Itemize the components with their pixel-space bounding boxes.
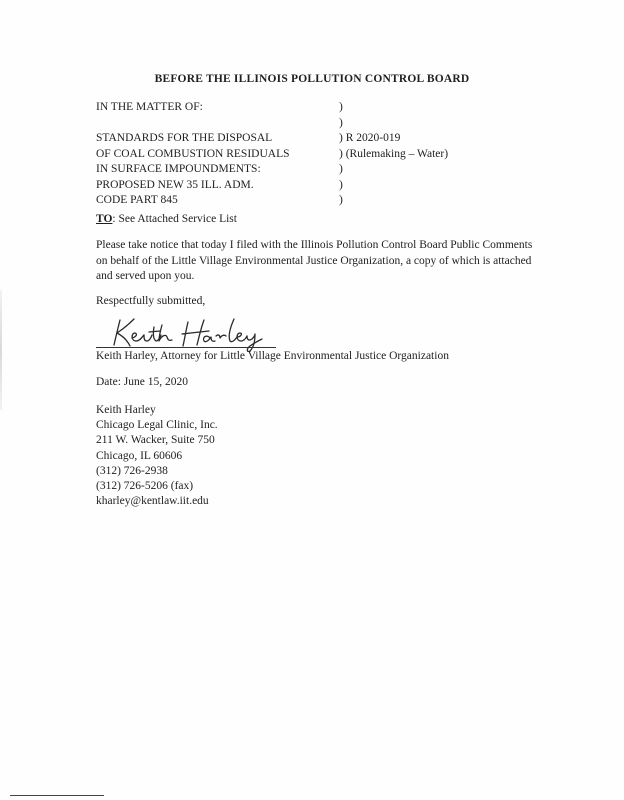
contact-city: Chicago, IL 60606	[96, 449, 183, 462]
contact-name: Keith Harley	[96, 404, 156, 416]
to-text: : See Attached Service List	[112, 213, 237, 225]
rulemaking-type: ) (Rulemaking – Water)	[339, 147, 449, 160]
contact-email: kharley@kentlaw.iit.edu	[96, 495, 209, 508]
caption-left-line: IN SURFACE IMPOUNDMENTS:	[96, 163, 261, 175]
closing-line: Respectfully submitted,	[96, 295, 206, 307]
contact-phone: (312) 726-2938	[96, 464, 168, 477]
to-label: TO	[96, 213, 113, 225]
contact-fax: (312) 726-5206 (fax)	[96, 480, 194, 493]
contact-street: 211 W. Wacker, Suite 750	[96, 434, 215, 447]
caption-right-line: )	[339, 178, 343, 191]
footer-rule	[10, 795, 104, 796]
caption-right-line: )	[339, 116, 343, 129]
handwritten-signature	[96, 310, 296, 352]
docket-number: ) R 2020-019	[339, 132, 401, 144]
caption-docket-block	[339, 100, 529, 209]
contact-organization: Chicago Legal Clinic, Inc.	[96, 419, 218, 432]
contact-block	[96, 403, 218, 509]
caption-left-line: PROPOSED NEW 35 ILL. ADM.	[96, 178, 254, 191]
caption-left-line	[96, 116, 336, 132]
signature-rule	[96, 347, 276, 348]
caption-right-line: )	[339, 101, 343, 113]
notice-paragraph: Please take notice that today I filed with the Illinois Pollution Control Board Public Comments on behalf of the Little Village Environmental Justice Organization, a copy of which is attached and served upon you.	[96, 239, 533, 282]
caption-left-line: OF COAL COMBUSTION RESIDUALS	[96, 147, 290, 160]
scan-edge-shadow	[0, 290, 2, 410]
caption-right-line: )	[339, 163, 343, 175]
service-list-line	[96, 213, 237, 225]
caption-left-line: STANDARDS FOR THE DISPOSAL	[96, 132, 273, 144]
caption-left-line: CODE PART 845	[96, 194, 178, 206]
caption-left-line: IN THE MATTER OF:	[96, 101, 203, 113]
caption-title-block	[96, 100, 336, 209]
page-heading: BEFORE THE ILLINOIS POLLUTION CONTROL BOARD	[154, 73, 470, 85]
signature-attribution: Keith Harley, Attorney for Little Village Environmental Justice Organization	[96, 350, 449, 362]
date-line: Date: June 15, 2020	[96, 376, 188, 388]
caption-right-line: )	[339, 194, 343, 206]
signature-graphic	[96, 310, 296, 352]
